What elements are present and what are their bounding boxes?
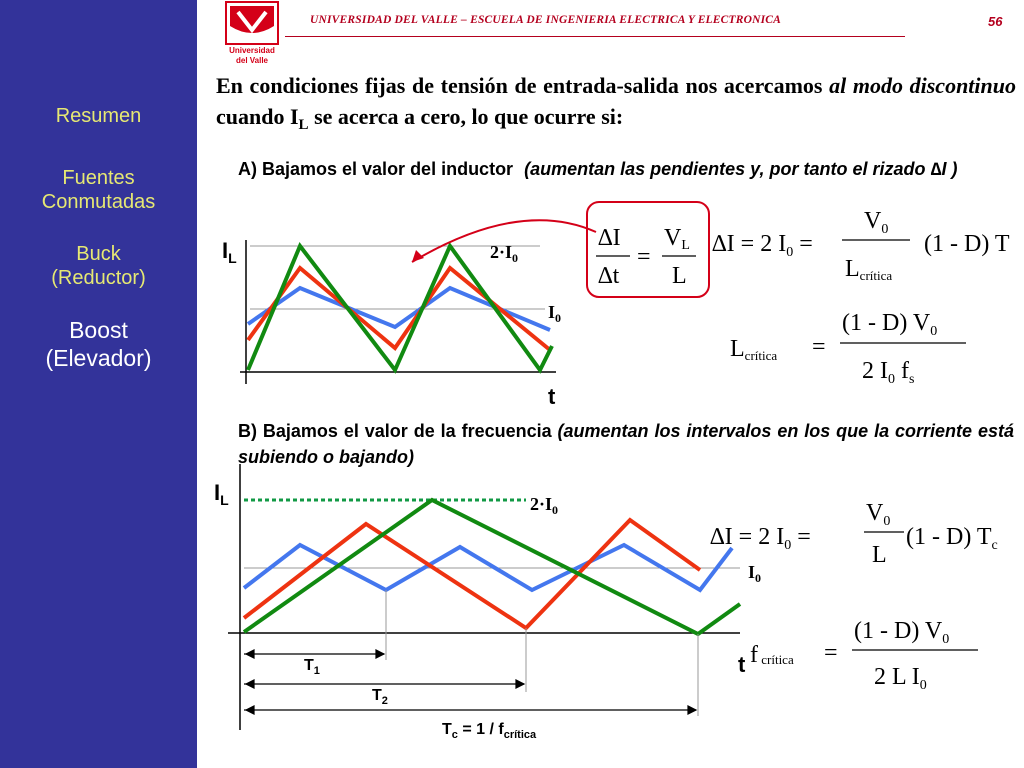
- svg-text:L: L: [872, 542, 887, 568]
- svg-text:(1 - D) T: (1 - D) T: [924, 231, 1010, 257]
- graph-b-i0-label: $I_0$: [748, 562, 762, 585]
- svg-text:V0: $V_0$: [864, 208, 889, 237]
- sidebar-item-boost[interactable]: Boost (Elevador): [45, 317, 152, 371]
- svg-text:∆I = 2 I0 =: ∆I = 2 $I_0$ =: [712, 231, 813, 260]
- sidebar-item-resumen[interactable]: Resumen: [55, 105, 142, 127]
- svg-text:(1 - D) V0: (1 - D) $V_0$: [854, 618, 950, 647]
- svg-text:2 I0 fs: 2 $I_0$ $f_s$: [862, 358, 915, 387]
- point-a: A) Bajamos el valor del inductor (aumentan las pendientes y, por tanto el rizado ∆I ): [238, 159, 958, 179]
- svg-text:=: =: [637, 244, 651, 270]
- header-title: UNIVERSIDAD DEL VALLE – ESCUELA DE INGENIERIA ELECTRICA Y ELECTRONICA: [310, 14, 782, 26]
- graph-b-t1-label: $T_1$: [304, 657, 320, 677]
- svg-text:f crítica: f crítica: [750, 642, 794, 668]
- graph-b-tc-label: $T_c = 1 / f_{crítica}$: [442, 721, 537, 741]
- graph-b-red-trace: [244, 520, 700, 628]
- graph-b-xlabel: t: [738, 652, 746, 677]
- sidebar-item-fuentes-conmutadas[interactable]: Fuentes Conmutadas: [41, 167, 156, 213]
- equation-lcritica: [730, 310, 966, 387]
- svg-text:V0: $V_0$: [866, 500, 891, 529]
- equation-fcritica: [750, 618, 978, 693]
- svg-text:∆I = 2 I0 =: ∆I = 2 $I_0$ =: [710, 524, 811, 553]
- equation-slope: [596, 225, 696, 289]
- svg-text:=: =: [824, 640, 838, 666]
- point-b: B) Bajamos el valor de la frecuencia (aumentan los intervalos en los que la corriente está subiendo o bajando): [238, 421, 1014, 467]
- svg-text:∆I: ∆I: [598, 225, 621, 251]
- svg-text:(1 - D) V0: (1 - D) $V_0$: [842, 310, 938, 339]
- graph-b-t2-label: $T_2$: [372, 687, 388, 707]
- svg-text:(1 - D) Tc: (1 - D) $T_c$: [906, 524, 998, 553]
- graph-a-ylabel: $I_L$: [222, 238, 237, 266]
- equation-ripple-b: [710, 500, 998, 568]
- graph-a-2i0-label: $2\cdot I_0$: [490, 242, 519, 265]
- sidebar-item-buck[interactable]: Buck (Reductor): [51, 243, 146, 289]
- svg-text:=: =: [812, 334, 826, 360]
- intro-paragraph: En condiciones fijas de tensión de entrada-salida nos acercamos al modo discontinuo cuando $I_L$ se acerca a cero, lo que ocurre si:: [216, 73, 1016, 133]
- logo-line1: Universidad: [229, 46, 275, 55]
- logo-line2: del Valle: [235, 56, 269, 65]
- svg-text:2 L I0: 2 L $I_0$: [874, 664, 927, 693]
- svg-text:L: L: [672, 263, 687, 289]
- equation-ripple-a: [712, 208, 1010, 283]
- page-number: 56: [988, 14, 1003, 29]
- graph-a-xlabel: t: [548, 384, 556, 409]
- svg-text:VL: VL: [664, 225, 690, 253]
- svg-text:Lcrítica: Lcrítica: [730, 336, 778, 363]
- graph-b-ylabel: $I_L$: [214, 480, 229, 508]
- graph-a-i0-label: $I_0$: [548, 302, 562, 325]
- svg-text:Lcrítica: Lcrítica: [845, 256, 893, 283]
- graph-b-2i0-label: $2\cdot I_0$: [530, 494, 559, 517]
- graph-a-green-trace: [248, 246, 552, 370]
- svg-text:∆t: ∆t: [598, 263, 620, 289]
